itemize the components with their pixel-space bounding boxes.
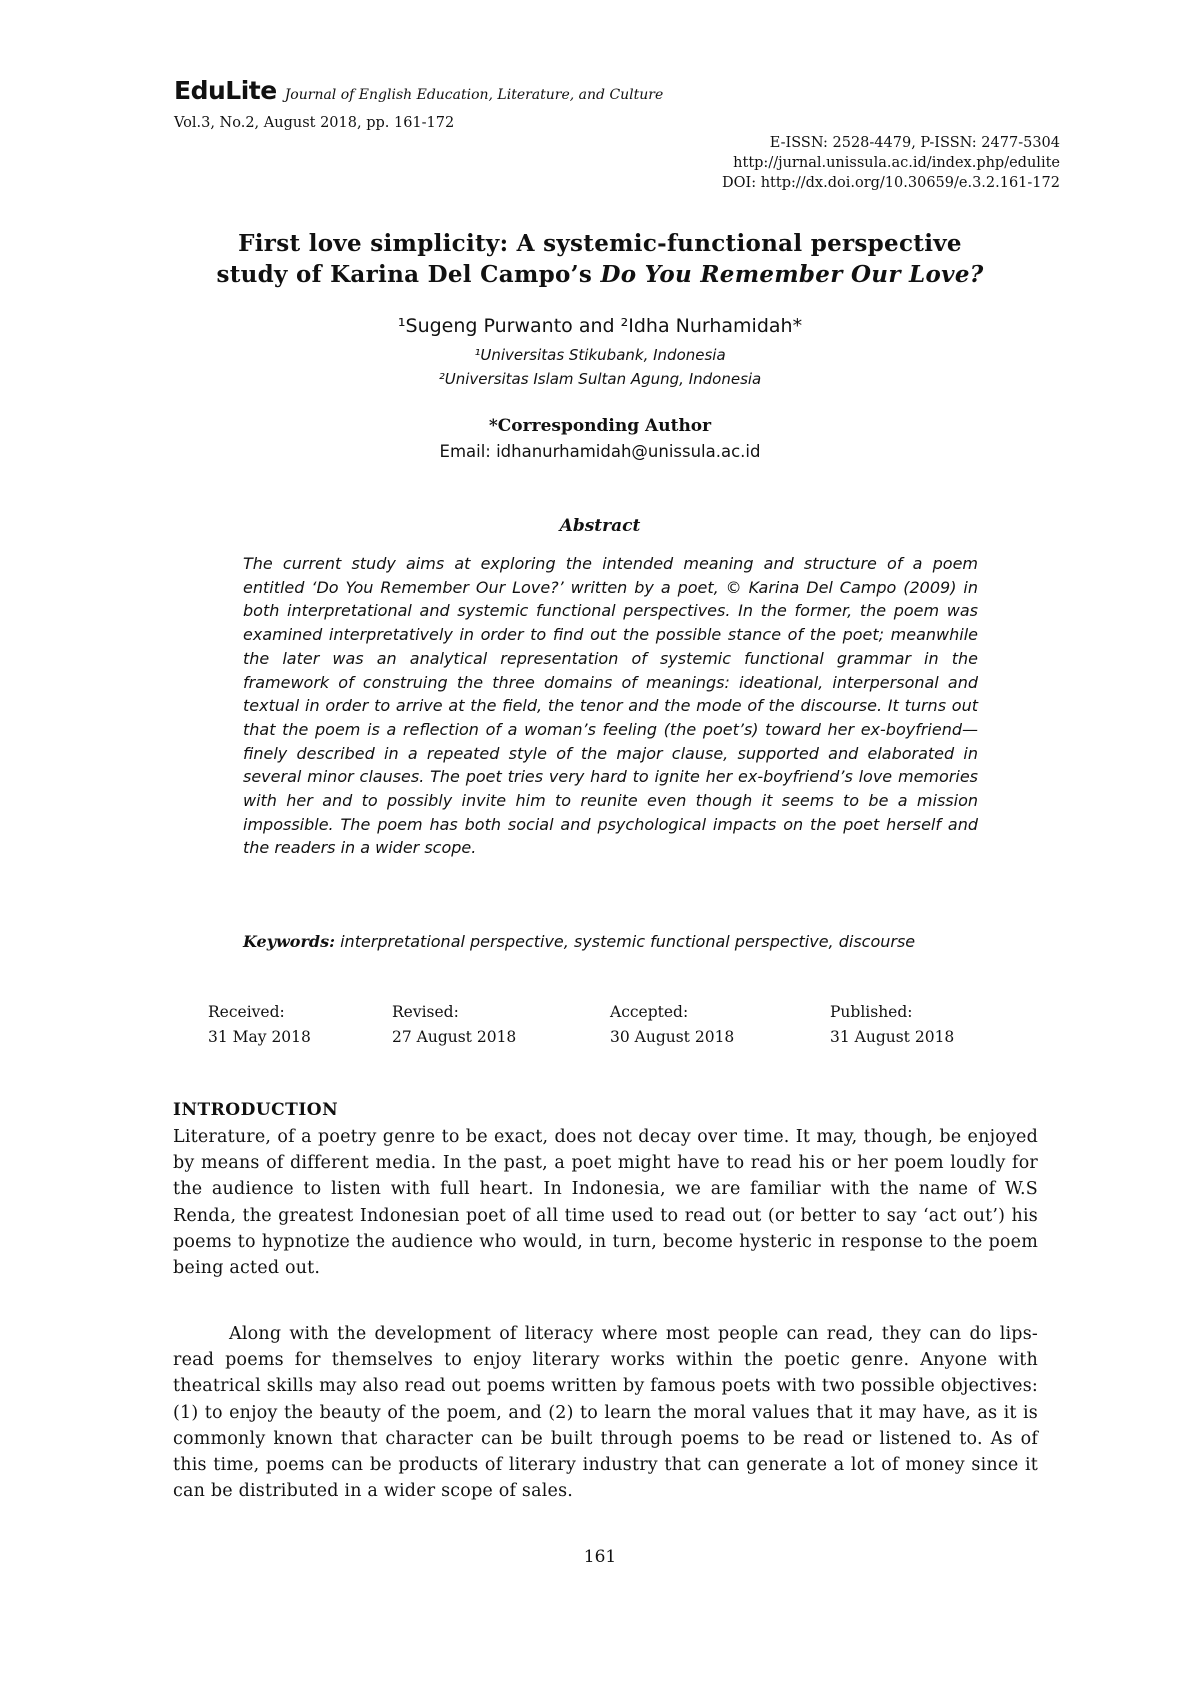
affiliation-1: ¹Universitas Stikubank, Indonesia <box>474 346 726 364</box>
date-accepted <box>610 1003 734 1046</box>
date-value: 31 May 2018 <box>208 1028 311 1046</box>
journal-name: Journal of English Education, Literature, and Culture <box>284 87 664 103</box>
intro-paragraph-1: Literature, of a poetry genre to be exact, does not decay over time. It may, though, be enjoyed by means of different media. In the past, a poet might have to read his or her poem loudly for the audience to listen with full heart. In Indonesia, we are familiar with the name of W.S Renda, the greatest Indonesian poet of all time used to read out (or better to say ‘act out’) his poems to hypnotize the audience who would, in turn, become hysteric in response to the poem being acted out. <box>173 1127 1038 1279</box>
corresponding-author-label: *Corresponding Author <box>488 416 712 436</box>
title-line-2 <box>160 259 1040 290</box>
date-label: Received: <box>208 1003 285 1021</box>
title-line-2-prefix: study of Karina Del Campo’s <box>216 261 601 288</box>
date-label: Accepted: <box>610 1003 689 1021</box>
date-revised <box>392 1003 516 1046</box>
abstract-text: The current study aims at exploring the intended meaning and structure of a poem entitled ‘Do You Remember Our Love?’ written by a poet, © Karina Del Campo (2009) in both interpretational and systemic functional perspectives. In the former, the poem was examined interpretatively in order to find out the possible stance of the poet; meanwhile the later was an analytical representation of systemic functional grammar in the framework of construing the three domains of meanings: ideational, interpersonal and textual in order to arrive at the field, the tenor and the mode of the discourse. It turns out that the poem is a reflection of a woman’s feeling (the poet’s) toward her ex-boyfriend—finely described in a repeated style of the major clause, supported and elaborated in several minor clauses. The poet tries very hard to ignite her ex-boyfriend’s love memories with her and to possibly invite him to reunite even though it seems to be a mission impossible. The poem has both social and psychological impacts on the poet herself and the readers in a wider scope. <box>243 554 978 858</box>
date-label: Revised: <box>392 1003 459 1021</box>
publication-meta <box>722 133 1060 193</box>
doi[interactable]: DOI: http://dx.doi.org/10.30659/e.3.2.161-172 <box>721 175 1060 191</box>
date-value: 31 August 2018 <box>830 1028 955 1046</box>
intro-paragraph-2: Along with the development of literacy where most people can read, they can do lips-read poems for themselves to enjoy literary works within the poetic genre. Anyone with theatrical skills may also read out poems written by famous poets with two possible objectives: (1) to enjoy the beauty of the poem, and (2) to learn the moral values that it may have, as it is commonly known that character can be built through poems to be read or listened to. As of this time, poems can be products of literary industry that can generate a lot of money since it can be distributed in a wider scope of sales. <box>173 1324 1038 1502</box>
date-value: 27 August 2018 <box>392 1028 517 1046</box>
title-line-1: First love simplicity: A systemic-functional perspective <box>238 230 962 257</box>
date-value: 30 August 2018 <box>610 1028 735 1046</box>
date-published <box>830 1003 954 1046</box>
keywords-label: Keywords: <box>243 932 336 951</box>
keywords-list: interpretational perspective, systemic functional perspective, discourse <box>335 932 916 951</box>
abstract-heading: Abstract <box>559 516 641 536</box>
journal-logo: EduLite <box>174 76 277 105</box>
journal-header <box>174 76 663 105</box>
article-title <box>160 228 1040 290</box>
title-poem-name: Do You Remember Our Love? <box>600 261 984 288</box>
authors: ¹Sugeng Purwanto and ²Idha Nurhamidah* <box>397 315 803 337</box>
issn: E-ISSN: 2528-4479, P-ISSN: 2477-5304 <box>769 135 1060 151</box>
journal-url[interactable]: http://jurnal.unissula.ac.id/index.php/edulite <box>733 155 1060 171</box>
corresponding-email[interactable]: Email: idhanurhamidah@unissula.ac.id <box>439 442 761 461</box>
page-number: 161 <box>583 1547 617 1567</box>
date-label: Published: <box>830 1003 913 1021</box>
keywords <box>243 930 978 954</box>
issue-info: Vol.3, No.2, August 2018, pp. 161-172 <box>174 115 455 131</box>
date-received <box>208 1003 311 1046</box>
affiliation-2: ²Universitas Islam Sultan Agung, Indonesia <box>438 370 762 388</box>
section-heading-introduction: INTRODUCTION <box>173 1100 339 1120</box>
